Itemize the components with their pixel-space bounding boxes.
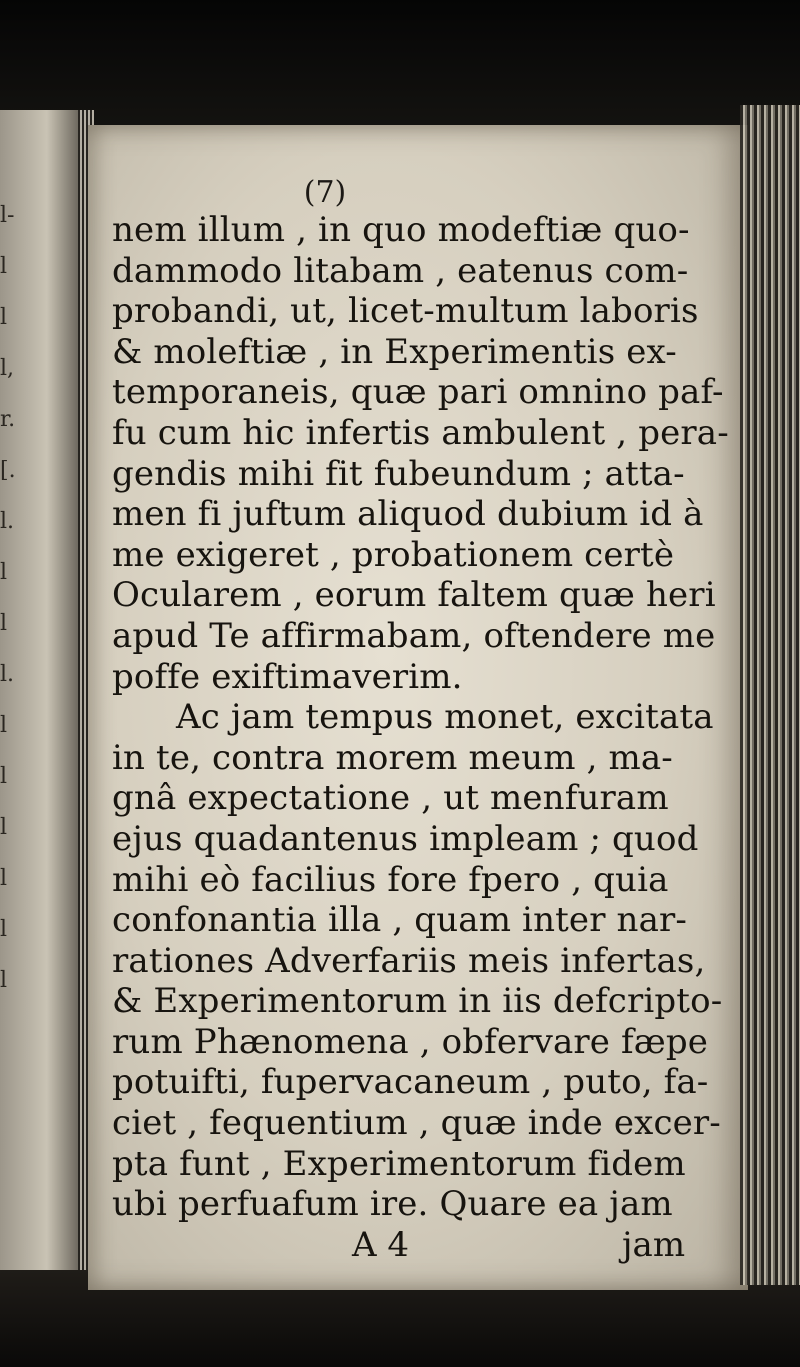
facing-fragment: l [0, 815, 8, 840]
text-line: poffe exiftimaverim. [112, 656, 463, 697]
facing-fragment: l- [0, 203, 15, 228]
facing-fragment: l [0, 611, 8, 636]
text-line: ubi perfuafum ire. Quare ea jam [112, 1184, 673, 1225]
signature-mark: A 4 [352, 1225, 409, 1265]
text-line: & moleftiæ , in Experimentis ex- [112, 331, 677, 372]
text-line: rum Phænomena , obfervare fæpe [112, 1021, 709, 1062]
facing-page-fragments [0, 190, 26, 1006]
text-line: mihi eò facilius fore fpero , quia [112, 859, 669, 900]
text-line: temporaneis, quæ pari omnino paf- [112, 372, 724, 413]
facing-fragment: l [0, 305, 8, 330]
facing-fragment: l [0, 917, 8, 942]
facing-fragment: l [0, 560, 8, 585]
catchword: jam [622, 1225, 686, 1265]
facing-fragment: l. [0, 509, 15, 534]
text-line: rationes Adverfariis meis infertas, [112, 940, 706, 981]
text-line: potuifti, fupervacaneum , puto, fa- [112, 1062, 709, 1103]
facing-fragment: [. [0, 458, 16, 483]
facing-fragment: l, [0, 356, 15, 381]
facing-fragment: l. [0, 662, 15, 687]
facing-fragment: r. [0, 407, 16, 432]
text-line: fu cum hic infertis ambulent , pera- [112, 412, 729, 453]
text-line: dammodo litabam , eatenus com- [112, 250, 689, 291]
facing-fragment: l [0, 866, 8, 891]
text-line: gendis mihi fit fubeundum ; atta- [112, 453, 685, 494]
text-line: probandi, ut, licet-multum laboris [112, 291, 699, 332]
text-line: men fi juftum aliquod dubium id à [112, 494, 704, 535]
paragraph-start-line: Ac jam tempus monet, excitata [176, 697, 714, 738]
text-line: confonantia illa , quam inter nar- [112, 900, 688, 941]
text-line: ejus quadantenus impleam ; quod [112, 818, 699, 859]
text-line: me exigeret , probationem certè [112, 534, 675, 575]
text-line: ciet , fequentium , quæ inde excer- [112, 1103, 721, 1144]
text-line: Ocularem , eorum faltem quæ heri [112, 575, 716, 616]
text-line: nem illum , in quo modeftiæ quo- [112, 210, 690, 250]
text-line: pta funt , Experimentorum fidem [112, 1143, 686, 1184]
text-line: apud Te affirmabam, oftendere me [112, 615, 716, 656]
facing-fragment: l [0, 254, 8, 279]
page-number: (7) [303, 175, 347, 210]
body-text [112, 210, 752, 1225]
facing-fragment: l [0, 764, 8, 789]
text-line: & Experimentorum in iis defcripto- [112, 981, 723, 1022]
facing-fragment: l [0, 968, 8, 993]
facing-fragment: l [0, 713, 8, 738]
text-line: gnâ expectatione , ut menfuram [112, 778, 669, 819]
text-line: in te, contra morem meum , ma- [112, 737, 673, 778]
